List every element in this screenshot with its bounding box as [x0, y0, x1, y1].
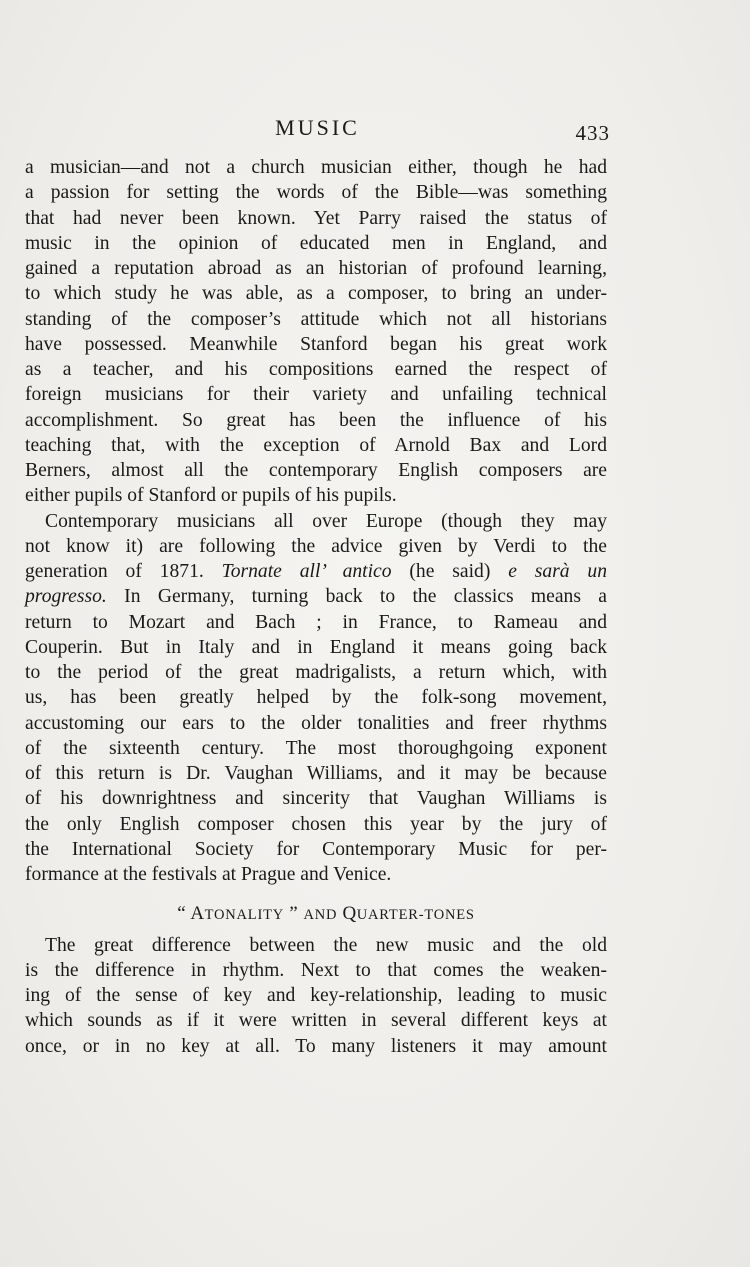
text-line: Couperin. But in Italy and in England it means going back — [25, 636, 607, 658]
running-head: MUSIC — [275, 115, 360, 140]
text-line: music in the opinion of educated men in England, and — [25, 232, 607, 254]
text-line: that had never been known. Yet Parry raised the status of — [25, 207, 607, 229]
text-line: return to Mozart and Bach ; in France, to Rameau and — [25, 611, 607, 633]
text-line: standing of the composer’s attitude which not all historians — [25, 308, 607, 330]
text-line: the only English composer chosen this year by the jury of — [25, 813, 607, 835]
heading-quote: ” — [284, 903, 304, 925]
text-segment: (he said) — [391, 561, 509, 582]
heading-initial: Q — [342, 903, 357, 925]
paragraph — [25, 933, 607, 1059]
text-line: accomplishment. So great has been the influence of his — [25, 409, 607, 431]
paragraph — [25, 155, 607, 509]
text-line: as a teacher, and his compositions earned the respect of — [25, 359, 607, 380]
text-line: us, has been greatly helped by the folk-song movement, — [25, 687, 607, 709]
text-segment: In Germany, turning back to the classics means a — [106, 586, 607, 608]
heading-initial: A — [190, 903, 205, 925]
italic-phrase: Tornate all’ antico — [221, 561, 392, 582]
heading-word: UARTER-TONES — [356, 907, 475, 924]
heading-quote: “ — [177, 903, 191, 925]
text-line: ing of the sense of key and key-relationship, leading to music — [25, 985, 607, 1006]
text-line — [25, 559, 607, 584]
text-line: a musician—and not a church musician either, though he had — [25, 157, 607, 178]
page-header — [25, 115, 610, 145]
text-line: not know it) are following the advice given by Verdi to the — [25, 535, 607, 557]
text-line: is the difference in rhythm. Next to that comes the weaken- — [25, 959, 607, 981]
text-line: teaching that, with the exception of Arnold Bax and Lord — [25, 434, 607, 456]
text-line: formance at the festivals at Prague and Venice. — [25, 864, 392, 885]
text-line: foreign musicians for their variety and unfailing technical — [25, 384, 607, 406]
text-line: have possessed. Meanwhile Stanford began his great work — [25, 333, 607, 355]
text-line: The great difference between the new music and the old — [45, 934, 607, 956]
italic-phrase: e sarà un — [508, 561, 607, 582]
heading-word: TONALITY — [204, 907, 285, 924]
text-line: to the period of the great madrigalists, a return which, with — [25, 662, 607, 683]
section-heading — [25, 901, 607, 926]
text-line: accustoming our ears to the older tonalities and freer rhythms — [25, 712, 607, 734]
text-line: Berners, almost all the contemporary English composers are — [25, 460, 607, 481]
text-line: the International Society for Contemporary Music for per- — [25, 838, 607, 860]
text-line: gained a reputation abroad as an historian of profound learning, — [25, 258, 607, 279]
text-line: of the sixteenth century. The most thoroughgoing exponent — [25, 737, 607, 759]
text-line: Contemporary musicians all over Europe (though they may — [45, 510, 607, 532]
text-line: of his downrightness and sincerity that Vaughan Williams is — [25, 788, 607, 810]
italic-phrase: progresso. — [25, 586, 107, 608]
body-text — [25, 155, 607, 1059]
text-line: either pupils of Stanford or pupils of his pupils. — [25, 485, 397, 507]
text-line: which sounds as if it were written in several different keys at — [25, 1010, 607, 1032]
text-line — [25, 584, 607, 609]
text-segment: generation of 1871. — [25, 561, 222, 582]
text-line: a passion for setting the words of the Bible—was something — [25, 182, 607, 204]
text-line: of this return is Dr. Vaughan Williams, and it may be because — [25, 763, 607, 784]
heading-word: AND — [303, 907, 338, 924]
text-line: to which study he was able, as a composer, to bring an under- — [25, 283, 607, 305]
text-line: once, or in no key at all. To many listeners it may amount — [25, 1035, 607, 1057]
paragraph — [25, 509, 607, 888]
page-number: 433 — [575, 121, 610, 145]
